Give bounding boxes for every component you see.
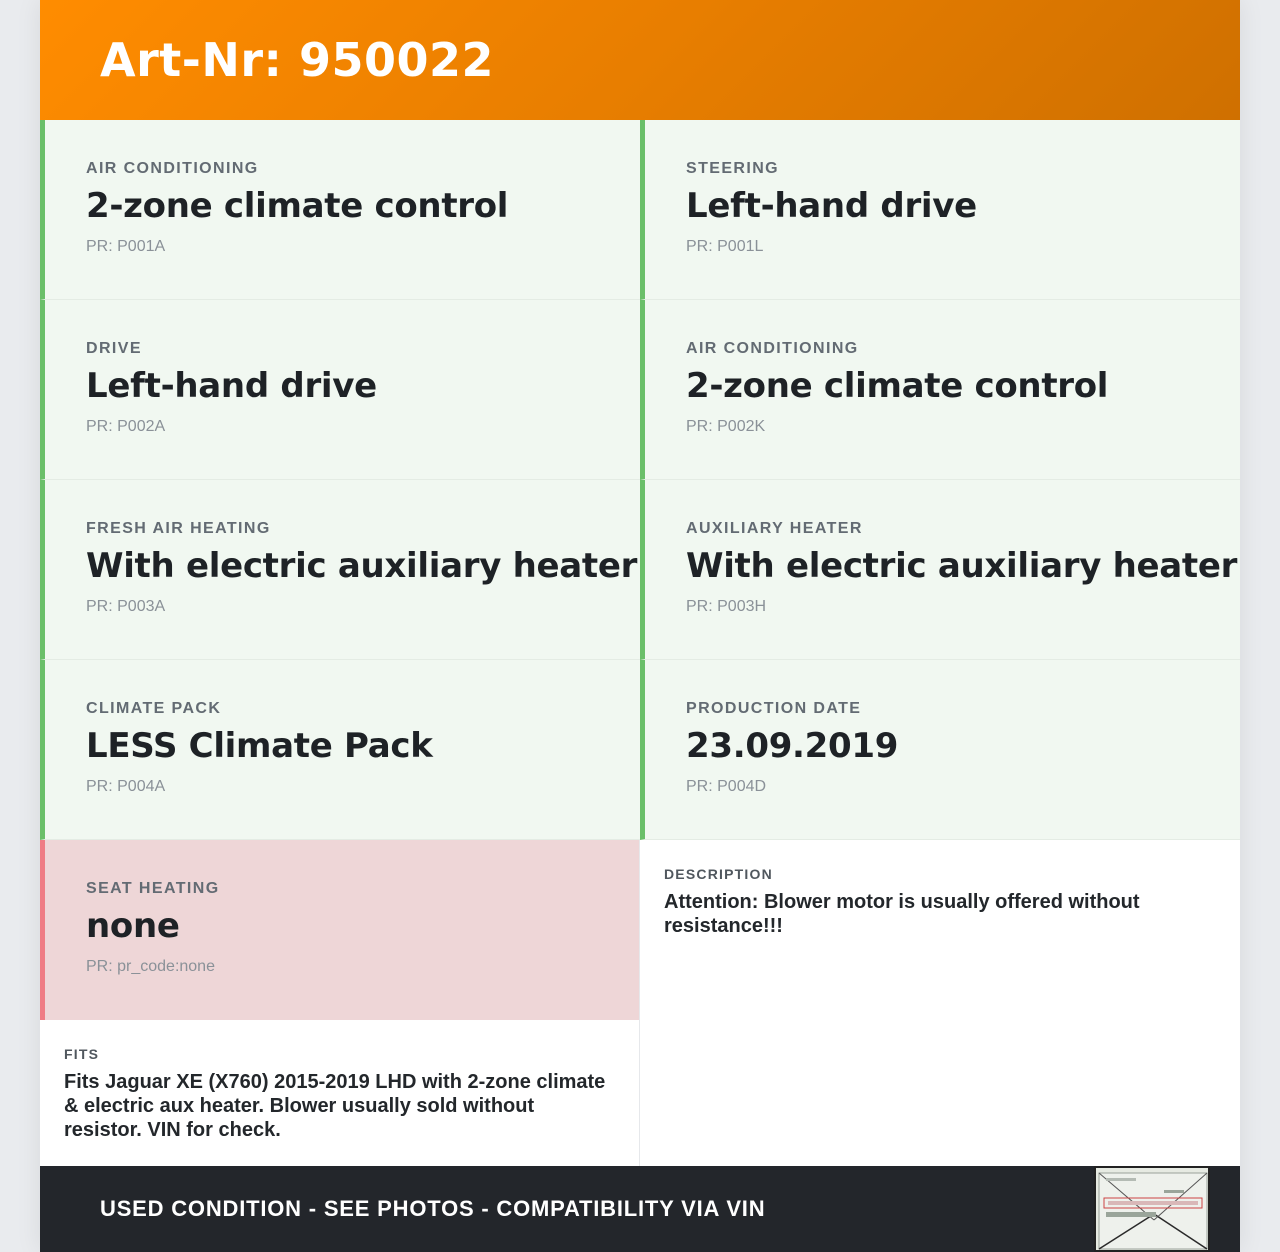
spec-label: CLIMATE PACK	[86, 700, 222, 717]
bottom-section	[40, 840, 1240, 1166]
spec-card-production-date	[640, 660, 1240, 840]
spec-value: With electric auxiliary heater	[86, 546, 638, 586]
spec-pr-code: PR: P001L	[686, 238, 764, 255]
spec-value: 2-zone climate control	[686, 366, 1109, 406]
spec-pr-code: PR: P003H	[686, 598, 767, 615]
spec-card-air-conditioning	[40, 120, 640, 300]
spec-card-auxiliary-heater	[640, 480, 1240, 660]
article-number-title: Art-Nr: 950022	[100, 33, 495, 87]
fits-label: FITS	[64, 1046, 100, 1062]
spec-pr-code: PR: P001A	[86, 238, 166, 255]
spec-card-drive	[40, 300, 640, 480]
header-banner	[40, 0, 1240, 120]
spec-pr-code: PR: P004A	[86, 778, 166, 795]
spec-pr-code: PR: pr_code:none	[86, 958, 215, 975]
spec-value: 2-zone climate control	[86, 186, 509, 226]
spec-value: LESS Climate Pack	[86, 726, 433, 766]
spec-label: SEAT HEATING	[86, 880, 220, 897]
spec-value: With electric auxiliary heater	[686, 546, 1238, 586]
spec-label: AIR CONDITIONING	[86, 160, 259, 177]
fits-section	[40, 1020, 639, 1168]
envelope-photo-icon	[1096, 1168, 1210, 1252]
spec-label: PRODUCTION DATE	[686, 700, 862, 717]
spec-grid	[40, 120, 1240, 840]
spec-label: AUXILIARY HEATER	[686, 520, 863, 537]
spec-pr-code: PR: P002A	[86, 418, 166, 435]
spec-card-seat-heating	[40, 840, 639, 1020]
spec-value: 23.09.2019	[686, 726, 899, 766]
spec-label: FRESH AIR HEATING	[86, 520, 271, 537]
description-section	[640, 840, 1240, 1168]
label-photo-thumbnail[interactable]	[1094, 1166, 1210, 1252]
spec-label: DRIVE	[86, 340, 142, 357]
product-sheet	[40, 0, 1240, 1252]
description-text: Attention: Blower motor is usually offered without resistance!!!	[664, 891, 1140, 937]
spec-card-steering	[640, 120, 1240, 300]
spec-pr-code: PR: P003A	[86, 598, 166, 615]
spec-pr-code: PR: P002K	[686, 418, 766, 435]
description-label: DESCRIPTION	[664, 866, 773, 882]
footer-text: USED CONDITION - SEE PHOTOS - COMPATIBILITY VIA VIN	[100, 1196, 766, 1221]
spec-label: STEERING	[686, 160, 779, 177]
spec-card-fresh-air-heating	[40, 480, 640, 660]
footer-bar	[40, 1166, 1240, 1252]
bottom-left-column	[40, 840, 640, 1168]
spec-value: none	[86, 906, 180, 946]
fits-text: Fits Jaguar XE (X760) 2015-2019 LHD with 2-zone climate & electric aux heater. Blower usually sold without resistor. VIN for check.	[64, 1071, 606, 1141]
spec-pr-code: PR: P004D	[686, 778, 767, 795]
spec-value: Left-hand drive	[86, 366, 377, 406]
spec-value: Left-hand drive	[686, 186, 977, 226]
spec-card-air-conditioning-2	[640, 300, 1240, 480]
spec-label: AIR CONDITIONING	[686, 340, 859, 357]
spec-card-climate-pack	[40, 660, 640, 840]
